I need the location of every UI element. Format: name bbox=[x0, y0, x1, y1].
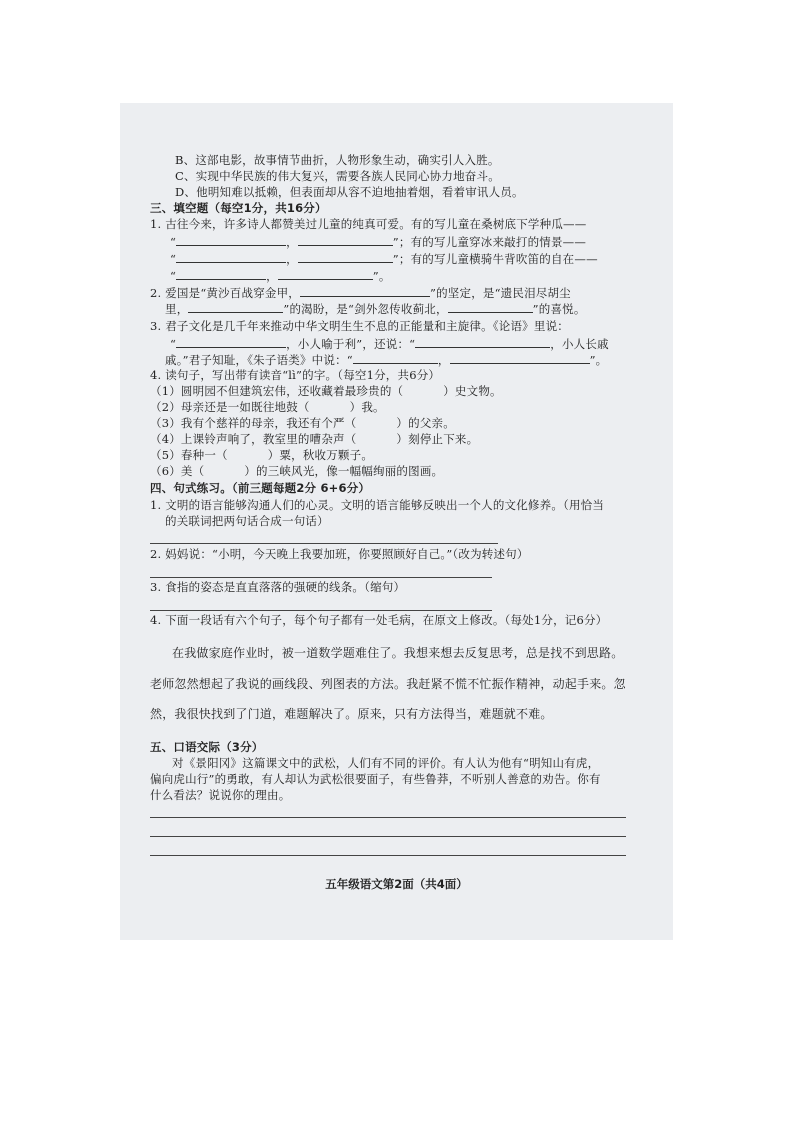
line-text: ”的坚定，是“遗民泪尽胡尘 bbox=[430, 286, 571, 300]
quote-open: “ bbox=[170, 269, 177, 283]
quote-open: “ bbox=[170, 252, 177, 266]
option-b: B、这部电影，故事情节曲折，人物形象生动，确实引人入胜。 bbox=[175, 153, 500, 167]
line-text: （6）美（ bbox=[150, 464, 205, 478]
answer-blank[interactable] bbox=[300, 285, 430, 297]
section-5-title: 五、口语交际（3分） bbox=[150, 740, 264, 754]
quote-open: “ bbox=[170, 235, 177, 249]
answer-blank[interactable] bbox=[353, 352, 438, 364]
comma: ， bbox=[286, 252, 298, 266]
line-text: 2. 爱国是“黄沙百战穿金甲， bbox=[150, 286, 301, 300]
s3-q1-line1: 1. 古往今来，许多诗人都赞美过儿童的纯真可爱。有的写儿童在桑树底下学种瓜—— bbox=[150, 217, 587, 231]
line-text: ”的喜悦。 bbox=[532, 302, 586, 316]
answer-blank[interactable] bbox=[298, 251, 393, 263]
s3-q1-line3 bbox=[170, 251, 598, 266]
page-footer: 五年级语文第2面（共4面） bbox=[325, 877, 468, 891]
s3-q3-line2 bbox=[170, 336, 609, 351]
answer-blank[interactable] bbox=[415, 336, 550, 348]
s3-q3-line1: 3. 君子文化是几千年来推动中华文明生生不息的正能量和主旋律。《论语》里说： bbox=[150, 319, 569, 333]
answer-blank[interactable] bbox=[176, 234, 286, 246]
line-text: ，小人喻于利”，还说：“ bbox=[286, 337, 416, 351]
passage-line1: 在我做家庭作业时，被一道数学题难住了。我想来想去反复思考，总是找不到思路。 bbox=[172, 646, 624, 660]
line-text: ”的渴盼，是“剑外忽传收蓟北， bbox=[283, 302, 448, 316]
line-text: ）刻停止下来。 bbox=[396, 432, 479, 446]
line-text: （5）春种一（ bbox=[150, 448, 228, 462]
line-text: （4）上课铃声响了，教室里的嘈杂声（ bbox=[150, 432, 357, 446]
s4-q1-line2: 的关联词把两句话合成一句话） bbox=[165, 514, 329, 528]
line-text: （1）圆明园不但建筑宏伟，还收藏着最珍贵的（ bbox=[150, 384, 404, 398]
passage-line2: 老师忽然想起了我说的画线段、列图表的方法。我赶紧不慌不忙振作精神，动起手来。忽 bbox=[150, 677, 626, 691]
line-text: ，小人长戚 bbox=[550, 337, 609, 351]
s3-q1-line2 bbox=[170, 234, 586, 249]
s5-line1: 对《景阳冈》这篇课文中的武松，人们有不同的评价。有人认为他有“明知山有虎， bbox=[172, 756, 600, 770]
line-text: ”。 bbox=[589, 353, 608, 367]
s3-q4-item5 bbox=[150, 448, 373, 462]
answer-blank[interactable] bbox=[176, 268, 266, 280]
s3-q1-line4 bbox=[170, 268, 391, 283]
comma: ， bbox=[286, 235, 298, 249]
s3-q2-line2 bbox=[165, 301, 586, 316]
section-4-title: 四、句式练习。（前三题每题2分 6+6分） bbox=[150, 481, 371, 495]
line-text: ）的父亲。 bbox=[396, 416, 455, 430]
s4-q1-line1: 1. 文明的语言能够沟通人们的心灵。文明的语言能够反映出一个人的文化修养。（用恰当 bbox=[150, 498, 605, 512]
answer-blank[interactable] bbox=[450, 352, 590, 364]
answer-blank[interactable] bbox=[176, 336, 286, 348]
line-text: （2）母亲还是一如既往地鼓（ bbox=[150, 400, 310, 414]
line-text: ）的三峡风光，像一幅幅绚丽的图画。 bbox=[244, 464, 444, 478]
s3-q4-item6 bbox=[150, 464, 443, 478]
option-d: D、他明知难以抵赖，但表面却从容不迫地抽着烟，看着审讯人员。 bbox=[175, 185, 524, 199]
s5-line2: 偏向虎山行”的勇敢，有人却认为武松很要面子，有些鲁莽，不听别人善意的劝告。你有 bbox=[150, 772, 601, 786]
answer-line[interactable] bbox=[150, 855, 626, 856]
line-text: ”；有的写儿童穿冰来敲打的情景—— bbox=[392, 235, 587, 249]
answer-line[interactable] bbox=[150, 836, 626, 837]
line-text: ”。 bbox=[372, 269, 391, 283]
answer-blank[interactable] bbox=[176, 251, 286, 263]
line-text: （3）我有个慈祥的母亲，我还有个严（ bbox=[150, 416, 357, 430]
s4-q4: 4. 下面一段话有六个句子，每个句子都有一处毛病，在原文上修改。（每处1分，记6分） bbox=[150, 613, 608, 627]
s5-line3: 什么看法？说说你的理由。 bbox=[150, 788, 291, 802]
answer-line[interactable] bbox=[150, 610, 492, 611]
quote-open: “ bbox=[170, 337, 177, 351]
s3-q4-item1 bbox=[150, 384, 502, 398]
line-text: 戚。”君子知耻，《朱子语类》中说：“ bbox=[165, 353, 353, 367]
answer-blank[interactable] bbox=[448, 301, 533, 313]
s3-q4-item2 bbox=[150, 400, 385, 414]
s4-q3: 3. 食指的姿态是直直落落的强硬的线条。（缩句） bbox=[150, 580, 406, 594]
s3-q4-item4 bbox=[150, 432, 478, 446]
s3-q4-title: 4. 读句子，写出带有读音“lì”的字。（每空1分，共6分） bbox=[150, 368, 441, 382]
s3-q3-line3 bbox=[165, 352, 607, 367]
answer-blank[interactable] bbox=[298, 234, 393, 246]
answer-line[interactable] bbox=[150, 543, 498, 544]
answer-line[interactable] bbox=[150, 577, 492, 578]
line-text: ）粟，秋收万颗子。 bbox=[267, 448, 374, 462]
line-text: ”；有的写儿童横骑牛背吹笛的自在—— bbox=[392, 252, 598, 266]
s3-q4-item3 bbox=[150, 416, 455, 430]
answer-blank[interactable] bbox=[188, 301, 283, 313]
line-text: ）史文物。 bbox=[443, 384, 502, 398]
line-text: 里， bbox=[165, 302, 189, 316]
comma: ， bbox=[266, 269, 278, 283]
answer-blank[interactable] bbox=[278, 268, 373, 280]
line-text: ）我。 bbox=[349, 400, 385, 414]
option-c: C、实现中华民族的伟大复兴，需要各族人民同心协力地奋斗。 bbox=[175, 169, 500, 183]
s3-q2-line1 bbox=[150, 285, 571, 300]
comma: ， bbox=[437, 353, 450, 367]
section-3-title: 三、填空题（每空1分，共16分） bbox=[150, 201, 327, 215]
answer-line[interactable] bbox=[150, 817, 626, 818]
s4-q2: 2. 妈妈说：“小明，今天晚上我要加班，你要照顾好自己。”（改为转述句） bbox=[150, 547, 529, 561]
passage-line3: 然，我很快找到了门道，难题解决了。原来，只有方法得当，难题就不难。 bbox=[150, 707, 553, 721]
